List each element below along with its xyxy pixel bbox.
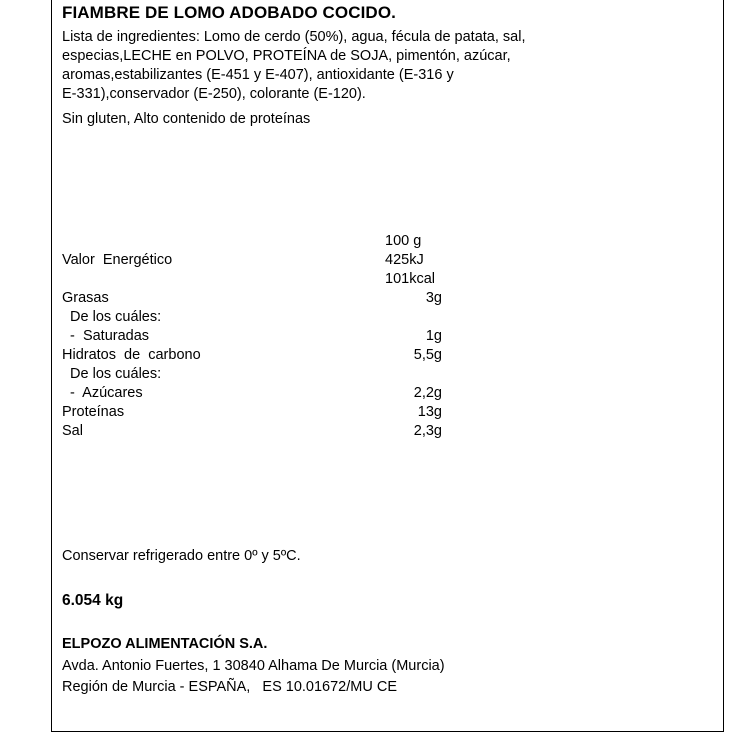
nutrition-label: Valor Energético bbox=[62, 252, 173, 268]
nutrition-row bbox=[62, 308, 442, 327]
nutrition-row bbox=[62, 346, 442, 365]
ingredients-line: E-331),conservador (E-250), colorante (E-120). bbox=[62, 86, 366, 102]
storage-instructions: Conservar refrigerado entre 0º y 5ºC. bbox=[62, 548, 301, 564]
nutrition-row bbox=[62, 327, 442, 346]
nutrition-table bbox=[62, 232, 442, 441]
nutrition-label: - Saturadas bbox=[62, 328, 150, 344]
ingredients-line: Lista de ingredientes: Lomo de cerdo (50%), agua, fécula de patata, sal, bbox=[62, 29, 526, 45]
nutrition-value: 2,2g bbox=[413, 385, 442, 401]
nutrition-row bbox=[62, 365, 442, 384]
company-address-line1: Avda. Antonio Fuertes, 1 30840 Alhama De Murcia (Murcia) bbox=[62, 658, 445, 674]
company-address-line2: Región de Murcia - ESPAÑA, ES 10.01672/MU CE bbox=[62, 679, 397, 695]
nutrition-value: 101kcal bbox=[385, 271, 435, 287]
nutrition-label: Sal bbox=[62, 423, 83, 439]
nutrition-row-energy bbox=[62, 251, 442, 270]
nutrition-header: 100 g bbox=[385, 233, 422, 249]
nutrition-value: 5,5g bbox=[413, 347, 442, 363]
nutrition-value: 2,3g bbox=[413, 423, 442, 439]
net-weight: 6.054 kg bbox=[62, 592, 124, 609]
ingredients-list bbox=[62, 28, 622, 129]
nutrition-row bbox=[62, 403, 442, 422]
nutrition-value: 1g bbox=[425, 328, 442, 344]
claims-text: Sin gluten, Alto contenido de proteínas bbox=[62, 111, 311, 127]
nutrition-label: Hidratos de carbono bbox=[62, 347, 201, 363]
ingredients-line: especias,LECHE en POLVO, PROTEÍNA de SOJA, pimentón, azúcar, bbox=[62, 48, 511, 64]
nutrition-label: - Azúcares bbox=[62, 385, 143, 401]
nutrition-row-energy-kcal bbox=[62, 270, 442, 289]
nutrition-row bbox=[62, 422, 442, 441]
company-name: ELPOZO ALIMENTACIÓN S.A. bbox=[62, 636, 268, 652]
nutrition-label: De los cuáles: bbox=[62, 309, 162, 325]
nutrition-row bbox=[62, 384, 442, 403]
nutrition-value: 3g bbox=[425, 290, 442, 306]
nutrition-row bbox=[62, 289, 442, 308]
nutrition-label: Proteínas bbox=[62, 404, 125, 420]
ingredients-line: aromas,estabilizantes (E-451 y E-407), antioxidante (E-316 y bbox=[62, 67, 454, 83]
nutrition-label: Grasas bbox=[62, 290, 109, 306]
product-title: FIAMBRE DE LOMO ADOBADO COCIDO. bbox=[62, 3, 396, 22]
nutrition-label: De los cuáles: bbox=[62, 366, 162, 382]
nutrition-value: 425kJ bbox=[385, 252, 424, 268]
nutrition-header-row bbox=[62, 232, 442, 251]
nutrition-value: 13g bbox=[417, 404, 442, 420]
